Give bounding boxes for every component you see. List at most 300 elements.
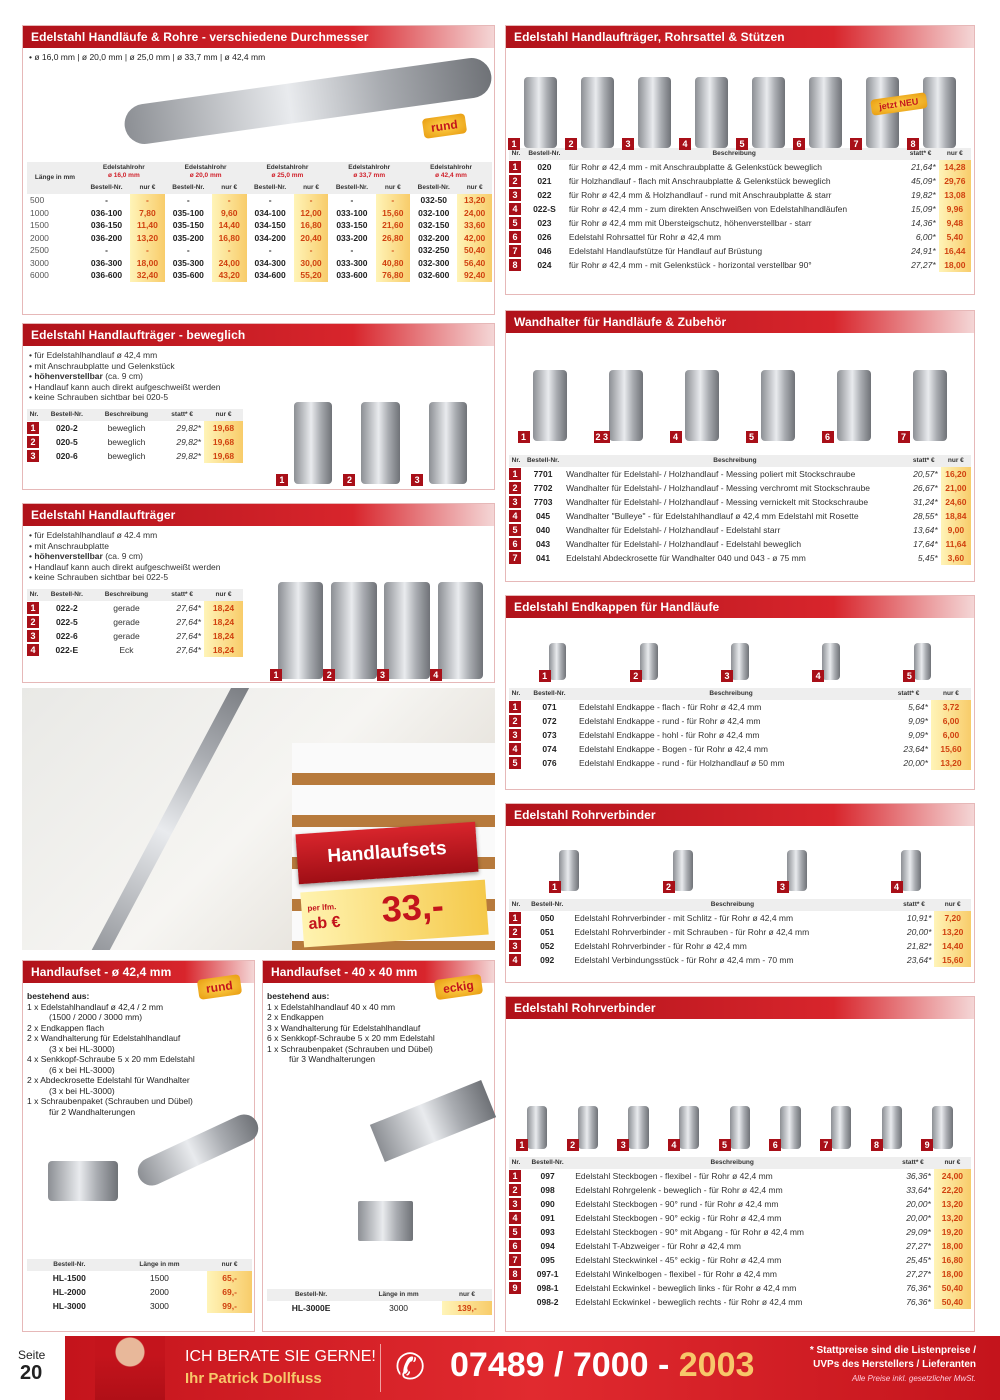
image-number-badge: 3 xyxy=(377,669,389,681)
column-header: Bestell-Nr. xyxy=(523,1157,572,1169)
table-wrap xyxy=(267,1289,492,1315)
cell-statt: 5,45* xyxy=(917,553,938,563)
item-number-badge: 4 xyxy=(27,644,39,656)
cell-desc: Edelstahl T-Abzweiger - für Rohr ø 42,4 mm xyxy=(575,1241,741,1251)
cell-best: 7702 xyxy=(533,483,553,493)
table-row xyxy=(27,232,492,245)
bullet-text: für Edelstahlhandlauf ø 42.4 mm xyxy=(34,530,158,540)
cell-nr xyxy=(509,467,523,481)
cell-best: HL-3000 xyxy=(52,1301,86,1311)
pipe-table xyxy=(27,162,492,282)
diameter-header xyxy=(410,162,492,182)
image-number-badge: 2 xyxy=(663,881,675,893)
cell-nr xyxy=(509,714,523,728)
cell-statt: 33,64* xyxy=(906,1185,931,1195)
cell-nur: 9,96 xyxy=(939,202,971,216)
cell-nur: 13,20 xyxy=(130,232,165,245)
image-number-badge: 7 xyxy=(820,1139,832,1151)
section-title: Edelstahl Handlaufträger xyxy=(23,504,494,526)
cell-desc: Wandhalter für Edelstahl- / Holzhandlauf - Edelstahl beweglich xyxy=(566,539,802,549)
cell-len: 2000 xyxy=(149,1287,169,1297)
quantity: 1 x xyxy=(27,1001,39,1012)
table-row xyxy=(267,1301,492,1315)
cell-best: 032-300 xyxy=(418,257,450,268)
cell-nur: 30,00 xyxy=(294,257,329,270)
item-number-badge: 6 xyxy=(509,1240,521,1252)
product-image xyxy=(725,630,755,680)
quantity: 1 x xyxy=(267,1043,279,1054)
cell-best: 033-150 xyxy=(336,220,368,231)
section-endkappen xyxy=(505,595,975,790)
table-header xyxy=(509,1157,971,1169)
product-table xyxy=(27,589,243,657)
table-header xyxy=(509,899,971,911)
cell-nur: 13,20 xyxy=(934,1197,971,1211)
item-note: für 2 Wandhalterungen xyxy=(49,1106,136,1117)
slogan: ICH BERATE SIE GERNE! xyxy=(185,1348,376,1365)
cell-nur: 55,20 xyxy=(294,269,329,282)
badge-new: jetzt NEU xyxy=(870,92,927,116)
column-header: Beschreibung xyxy=(572,1157,892,1169)
item-note: (3 x bei HL-3000) xyxy=(49,1043,115,1054)
item-number-badge: 4 xyxy=(509,1212,521,1224)
bullet-bold: höhenverstellbar xyxy=(34,551,103,561)
section-title: Edelstahl Handlaufträger, Rohrsattel & Stützen xyxy=(506,26,974,48)
image-number-badge: 2 xyxy=(343,474,355,486)
column-header: Bestell-Nr. xyxy=(41,409,93,421)
cell-desc: Wandhalter für Edelstahl- / Holzhandlauf - Messing poliert mit Stockschraube xyxy=(566,469,856,479)
endcap-image xyxy=(358,1201,413,1241)
cell-nur: 19,20 xyxy=(934,1225,971,1239)
image-number-badge: 1 xyxy=(508,138,520,150)
cell-nr xyxy=(27,601,41,615)
column-header: nur € xyxy=(934,1157,971,1169)
cell-best: HL-3000E xyxy=(291,1303,331,1313)
group-title: Edelstahlrohr xyxy=(102,164,145,171)
contents-item xyxy=(27,1002,250,1013)
cell-desc: Edelstahl Endkappe - Bogen - für Rohr ø 42,4 mm xyxy=(579,744,768,754)
cell-nur: 92,40 xyxy=(457,269,492,282)
cell-desc: Edelstahl Endkappe - rund - für Rohr ø 42,4 mm xyxy=(579,716,761,726)
column-header: Beschreibung xyxy=(576,688,886,700)
table-row xyxy=(509,925,971,939)
contact-banner xyxy=(65,1336,1000,1400)
stairs-photo xyxy=(22,688,495,950)
column-header: statt* € xyxy=(894,899,935,911)
square-rail-image xyxy=(370,1080,496,1162)
column-header: Bestell-Nr. xyxy=(410,182,457,194)
cell-nur: 56,40 xyxy=(457,257,492,270)
table-wrap xyxy=(506,1149,974,1309)
cell-best: 071 xyxy=(542,702,557,712)
cell-nur: 33,60 xyxy=(457,219,492,232)
product-shape xyxy=(837,370,870,441)
item-number-badge: 5 xyxy=(509,524,521,536)
column-header: statt* € xyxy=(160,589,204,601)
table-row xyxy=(27,1285,252,1299)
table-row xyxy=(509,481,971,495)
phone-number[interactable] xyxy=(450,1346,754,1385)
image-number-badge: 2 xyxy=(323,669,335,681)
cell-nur: 18,00 xyxy=(934,1267,971,1281)
image-number-badge: 7 xyxy=(898,431,910,443)
image-number-badge: 2 3 xyxy=(595,432,609,442)
length-header: Länge in mm xyxy=(27,162,83,194)
phone-extension: 2003 xyxy=(678,1346,755,1384)
cell-best: 032-100 xyxy=(418,207,450,218)
cell-statt: 19,82* xyxy=(911,190,936,200)
image-number-badge: 3 xyxy=(622,138,634,150)
product-image xyxy=(797,53,854,148)
section-title: Edelstahl Rohrverbinder xyxy=(506,997,974,1019)
cell-statt: 15,09* xyxy=(911,204,936,214)
cell-nr xyxy=(509,188,523,202)
product-image xyxy=(875,1091,910,1149)
cell-nur: 29,76 xyxy=(939,174,971,188)
table-row xyxy=(509,1295,971,1309)
cell-nr xyxy=(509,1225,523,1239)
table-header xyxy=(27,589,243,601)
cell-best: 036-150 xyxy=(90,220,123,231)
cell-best: 036-300 xyxy=(90,257,123,268)
section-title: Wandhalter für Handläufe & Zubehör xyxy=(506,311,974,333)
cell-nur: 43,20 xyxy=(212,269,247,282)
cell-desc: Wandhalter für Edelstahl- / Holzhandlauf - Messing vernickelt mit Stockschraube xyxy=(566,497,869,507)
cell-desc: Eck xyxy=(119,644,134,655)
cell-nr xyxy=(509,216,523,230)
image-number-badge: 3 xyxy=(617,1139,629,1151)
cell-nur: 16,44 xyxy=(939,244,971,258)
image-number-badge: 3 xyxy=(411,474,423,486)
item-number-badge: 9 xyxy=(509,1282,521,1294)
cell-desc: für Rohr ø 42,4 mm - mit Anschraubplatte & Gelenkstück beweglich xyxy=(568,162,823,172)
item-text: Senkkopf-Schraube 5 x 20 mm Edelstahl xyxy=(280,1033,435,1043)
cell-len: 1500 xyxy=(149,1273,169,1283)
table-row xyxy=(509,953,971,967)
cell-nr xyxy=(27,449,41,463)
column-header: nur € xyxy=(941,455,971,467)
cell-desc: Edelstahl Rohrverbinder - für Rohr ø 42,4 mm xyxy=(574,941,747,951)
cell-best: 020-5 xyxy=(55,436,78,447)
cell-best: 050 xyxy=(540,913,555,923)
cell-best: 093 xyxy=(540,1227,555,1237)
cell-statt: 29,82* xyxy=(176,422,201,433)
cell-nur: 139,- xyxy=(442,1301,492,1315)
contents-item xyxy=(267,1044,490,1055)
product-table xyxy=(509,455,971,565)
cell-nur: 13,20 xyxy=(931,756,971,770)
image-number-badge: 3 xyxy=(721,670,733,682)
diameter-header xyxy=(83,162,165,182)
product-images xyxy=(506,1019,974,1149)
cell-statt: 27,27* xyxy=(906,1241,931,1251)
table-row xyxy=(27,244,492,257)
product-shape xyxy=(294,402,333,485)
cell-nur: - xyxy=(130,194,165,207)
column-header: Bestell-Nr. xyxy=(523,148,566,160)
product-shape xyxy=(384,582,430,680)
image-number-badge: 2 xyxy=(630,670,642,682)
cell-nur: 15,60 xyxy=(376,207,411,220)
cell-nur: 18,00 xyxy=(939,258,971,272)
cell-statt: 23,64* xyxy=(906,955,932,965)
cell-nr xyxy=(27,643,41,657)
table-row xyxy=(509,911,971,925)
cell-nur: 13,08 xyxy=(939,188,971,202)
group-diameter: ø 42,4 mm xyxy=(435,172,467,179)
cell-best: 097 xyxy=(540,1171,555,1181)
cell-nur: 14,28 xyxy=(939,160,971,174)
table-row xyxy=(509,939,971,953)
cell-nr xyxy=(509,728,523,742)
cell-nur: 5,40 xyxy=(939,230,971,244)
group-diameter: ø 25,0 mm xyxy=(271,172,304,179)
advisor-name: Ihr Patrick Dollfuss xyxy=(185,1370,322,1387)
cell-best: 045 xyxy=(535,511,551,521)
diameter-header xyxy=(165,162,247,182)
cell-statt: 20,00* xyxy=(906,1213,931,1223)
cell-desc: Edelstahl Winkelbogen - flexibel - für Rohr ø 42,4 mm xyxy=(575,1269,777,1279)
item-number-badge: 4 xyxy=(509,510,521,522)
product-shape xyxy=(752,77,785,148)
cell-best: 022-6 xyxy=(55,630,78,641)
table-row xyxy=(27,1299,252,1313)
cell-desc: Edelstahl Verbindungsstück - für Rohr ø 42,4 mm - 70 mm xyxy=(574,955,794,965)
cell-nur: 9,48 xyxy=(939,216,971,230)
image-number-badge: 4 xyxy=(430,669,442,681)
cell-nur: 16,80 xyxy=(934,1253,971,1267)
product-shape xyxy=(524,77,557,148)
cell-best: 033-600 xyxy=(336,270,368,281)
image-number-badge: 7 xyxy=(850,138,862,150)
cell-best: 073 xyxy=(542,730,557,740)
bullet-bold: höhenverstellbar xyxy=(34,371,103,381)
cell-nr xyxy=(509,1281,523,1295)
cell-nur: 24,60 xyxy=(941,495,971,509)
table-row xyxy=(509,495,971,509)
product-shape xyxy=(559,850,578,891)
contents-list xyxy=(23,983,254,1125)
phone-main: 07489 / 7000 - xyxy=(450,1346,670,1384)
cell-nr xyxy=(509,939,523,953)
cell-nur: 21,60 xyxy=(376,219,411,232)
cell-desc: gerade xyxy=(113,602,140,613)
contents-item xyxy=(267,1023,490,1034)
table-row xyxy=(509,467,971,481)
cell-nr xyxy=(509,756,523,770)
cell-desc: Edelstahl Rohrverbinder - mit Schrauben - für Rohr ø 42,4 mm xyxy=(574,927,810,937)
table-row xyxy=(509,756,971,770)
product-table xyxy=(267,1289,492,1315)
section-title: Handlaufset - 40 x 40 mm xyxy=(263,961,494,983)
product-table xyxy=(509,688,971,770)
table-header xyxy=(27,162,492,182)
cell-best: 032-150 xyxy=(418,220,450,231)
cell-best: - xyxy=(268,245,272,256)
table-row xyxy=(27,1271,252,1285)
column-header: Bestell-Nr. xyxy=(165,182,212,194)
product-shape xyxy=(278,582,324,680)
item-number-badge: 2 xyxy=(509,482,521,494)
cell-statt: 20,00* xyxy=(906,927,932,937)
table-row xyxy=(509,700,971,714)
cell-nur: 15,60 xyxy=(934,953,971,967)
item-number-badge: 4 xyxy=(509,954,521,966)
cell-desc: beweglich xyxy=(107,450,146,461)
quantity: 2 x xyxy=(27,1022,39,1033)
contents-item xyxy=(27,1023,250,1034)
cell-nr xyxy=(509,1197,523,1211)
column-header: nur € xyxy=(931,688,971,700)
promo-ab: ab € xyxy=(307,913,342,934)
product-shape xyxy=(549,643,567,681)
product-image xyxy=(327,549,380,679)
cell-nur: 16,80 xyxy=(212,232,247,245)
bullet-text: mit Anschraubplatte xyxy=(34,540,109,551)
cell-desc: Wandhalter für Edelstahl- / Holzhandlauf - Edelstahl starr xyxy=(566,525,781,535)
product-shape xyxy=(923,77,956,148)
product-image xyxy=(750,346,807,441)
table-row xyxy=(27,449,243,463)
product-image xyxy=(434,549,487,679)
cell-desc: für Rohr ø 42,4 mm - zum direkten Anschweißen von Edelstahlhandläufen xyxy=(568,204,848,214)
table-row xyxy=(509,523,971,537)
cell-nur: 22,20 xyxy=(934,1183,971,1197)
cell-statt: 6,00* xyxy=(915,232,936,242)
table-row xyxy=(27,269,492,282)
product-shape xyxy=(429,402,468,485)
cell-nr xyxy=(509,1211,523,1225)
column-header: Nr. xyxy=(509,688,523,700)
item-note: (3 x bei HL-3000) xyxy=(49,1085,115,1096)
table-row xyxy=(27,629,243,643)
cell-desc: Edelstahl Steckbogen - 90° mit Abgang - für Rohr ø 42,4 mm xyxy=(575,1227,805,1237)
promo-amount: 33,- xyxy=(380,884,446,930)
cell-length: 2000 xyxy=(30,232,49,243)
cell-nur: 65,- xyxy=(207,1271,252,1285)
cell-nur: 18,84 xyxy=(941,509,971,523)
cell-statt: 5,64* xyxy=(908,702,928,712)
cell-best: 036-600 xyxy=(90,270,123,281)
table-row xyxy=(509,1267,971,1281)
item-number-badge: 3 xyxy=(509,940,521,952)
item-number-badge: 2 xyxy=(27,616,39,628)
column-header: Nr. xyxy=(509,455,523,467)
table-row xyxy=(509,216,971,230)
product-shape xyxy=(822,643,840,681)
item-number-badge: 4 xyxy=(509,203,521,215)
cell-best: 033-200 xyxy=(336,232,368,243)
contents-intro: bestehend aus: xyxy=(27,991,90,1001)
cell-nr xyxy=(509,1183,523,1197)
product-image xyxy=(895,836,928,891)
table-row xyxy=(27,615,243,629)
table-wrap xyxy=(506,441,974,565)
cell-nur: 18,00 xyxy=(934,1239,971,1253)
product-shape xyxy=(787,850,806,891)
table-row xyxy=(509,202,971,216)
group-title: Edelstahlrohr xyxy=(348,164,391,171)
table-row xyxy=(509,160,971,174)
item-number-badge: 8 xyxy=(509,259,521,271)
column-header: Länge in mm xyxy=(112,1259,208,1271)
product-shape xyxy=(932,1106,952,1150)
column-header: Beschreibung xyxy=(571,899,893,911)
item-note: (1500 / 2000 / 3000 mm) xyxy=(49,1012,143,1022)
product-image xyxy=(740,53,797,148)
cell-desc: Edelstahl Endkappe - rund - für Holzhandlauf ø 50 mm xyxy=(579,758,785,768)
price-note xyxy=(810,1344,976,1386)
item-number-badge: 1 xyxy=(27,422,39,434)
item-number-badge: 2 xyxy=(509,926,521,938)
product-images xyxy=(506,333,974,441)
item-number-badge: 6 xyxy=(509,231,521,243)
product-image xyxy=(280,374,346,484)
cell-best: 033-100 xyxy=(336,207,368,218)
column-header: nur € xyxy=(934,899,971,911)
section-set-rund xyxy=(22,960,255,1332)
cell-best: 024 xyxy=(537,260,552,270)
cell-nr xyxy=(509,1253,523,1267)
product-image xyxy=(672,1091,707,1149)
column-header: Beschreibung xyxy=(563,455,907,467)
stamp-rund: rund xyxy=(422,113,467,139)
item-number-badge: 3 xyxy=(509,189,521,201)
table-subheader xyxy=(27,182,492,194)
cell-best: - xyxy=(105,195,108,206)
cell-desc: für Holzhandlauf - flach mit Anschraubplatte & Gelenkstück beweglich xyxy=(568,176,831,186)
item-number-badge: 7 xyxy=(509,245,521,257)
product-shape xyxy=(914,643,932,681)
cell-best: 095 xyxy=(540,1255,555,1265)
cell-statt: 76,36* xyxy=(906,1297,931,1307)
note-line: * Stattpreise sind die Listenpreise / xyxy=(809,1345,976,1356)
cell-nr xyxy=(509,202,523,216)
table-row xyxy=(509,1169,971,1183)
cell-nur: 13,20 xyxy=(457,194,492,207)
cell-best: 021 xyxy=(537,176,552,186)
cell-nur: - xyxy=(212,194,247,207)
cell-nur: 3,60 xyxy=(941,551,971,565)
column-header: nur € xyxy=(939,148,971,160)
promo-per: per lfm. xyxy=(307,902,337,914)
cell-best: 076 xyxy=(542,758,557,768)
table-row xyxy=(509,551,971,565)
product-shape xyxy=(913,370,946,441)
table-header xyxy=(27,409,243,421)
item-text: Edelstahlhandlauf ø 42,4 / 2 mm xyxy=(40,1001,164,1012)
image-number-badge: 4 xyxy=(891,881,903,893)
diameter-header xyxy=(247,162,329,182)
quantity: 1 x xyxy=(27,1096,39,1106)
cell-nur: 7,80 xyxy=(130,207,165,220)
column-header: nur € xyxy=(207,1259,252,1271)
cell-nur: 3,72 xyxy=(931,700,971,714)
cell-nur: 18,24 xyxy=(204,615,243,629)
phone-icon: ✆ xyxy=(395,1346,426,1387)
product-image xyxy=(781,836,814,891)
cell-best: - xyxy=(105,245,108,256)
cell-nur: 69,- xyxy=(207,1285,252,1299)
cell-best: 032-200 xyxy=(418,232,450,243)
cell-best: 041 xyxy=(535,553,551,563)
cell-best: 022-S xyxy=(533,204,556,214)
cell-nur: 14,40 xyxy=(934,939,971,953)
cell-statt: 21,64* xyxy=(911,162,936,172)
item-text: Wandhalterung für Edelstahlhandlauf xyxy=(40,1033,181,1043)
quantity: 1 x xyxy=(267,1001,279,1012)
cell-statt: 27,64* xyxy=(176,602,201,613)
